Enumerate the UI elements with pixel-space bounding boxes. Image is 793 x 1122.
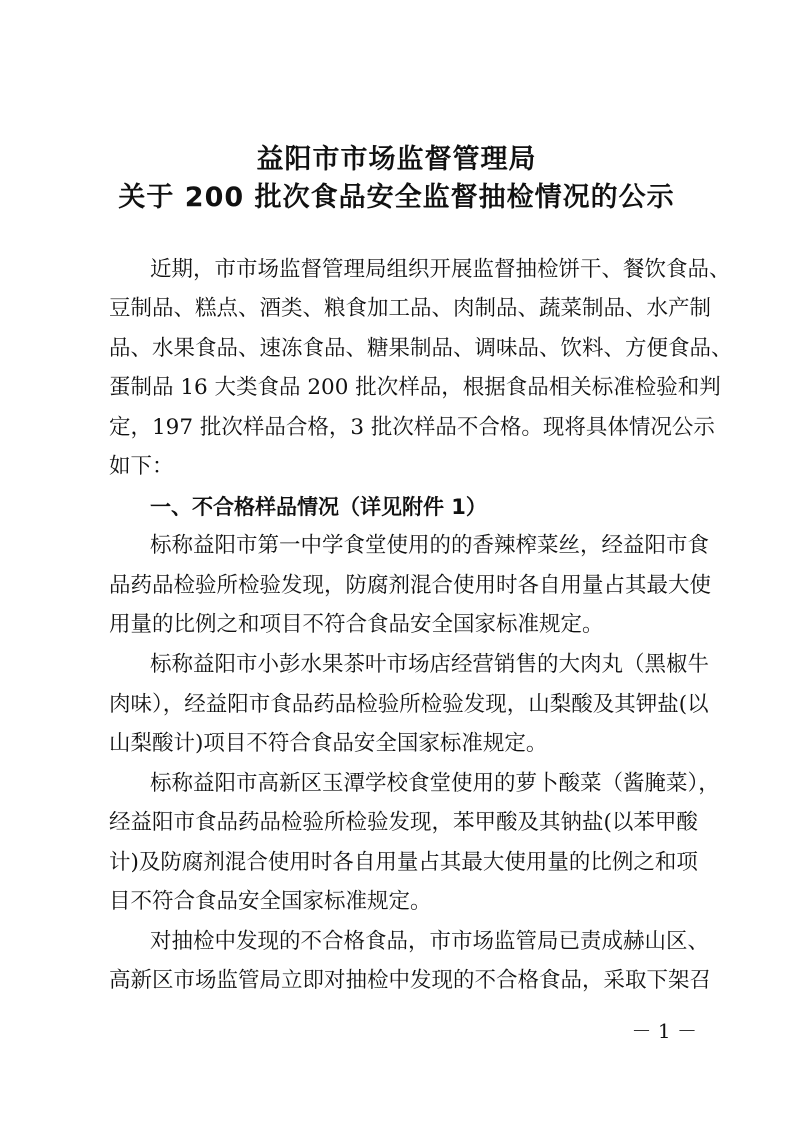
body-line-19: 高新区市场监管局立即对抽检中发现的不合格食品，采取下架召 <box>109 968 712 993</box>
body-line-16: 计)及防腐剂混合使用时各自用量占其最大使用量的比例之和项 <box>109 850 698 875</box>
body-line-8: 标称益阳市第一中学食堂使用的的香辣榨菜丝，经益阳市食 <box>150 533 710 558</box>
body-line-11: 标称益阳市小彭水果茶叶市场店经营销售的大肉丸（黑椒牛 <box>150 652 710 677</box>
body-line-17: 目不符合食品安全国家标准规定。 <box>109 889 432 914</box>
body-line-3: 品、水果食品、速冻食品、糖果制品、调味品、饮料、方便食品、 <box>109 336 733 361</box>
body-line-10: 用量的比例之和项目不符合食品安全国家标准规定。 <box>109 612 604 637</box>
body-line-13: 山梨酸计)项目不符合食品安全国家标准规定。 <box>109 731 548 756</box>
body-line-6: 如下： <box>109 454 174 479</box>
body-line-1: 近期，市市场监督管理局组织开展监督抽检饼干、餐饮食品、 <box>150 257 731 282</box>
document-title-line-2: 关于 200 批次食品安全监督抽检情况的公示 <box>118 182 675 213</box>
section-heading: 一、不合格样品情况（详见附件 1） <box>150 495 487 519</box>
body-line-12: 肉味），经益阳市食品药品检验所检验发现，山梨酸及其钾盐(以 <box>109 692 709 717</box>
document-title-line-1: 益阳市市场监督管理局 <box>256 144 537 175</box>
body-line-4: 蛋制品 16 大类食品 200 批次样品，根据食品相关标准检验和判 <box>109 375 721 400</box>
body-line-15: 经益阳市食品药品检验所检验发现，苯甲酸及其钠盐(以苯甲酸 <box>109 810 698 835</box>
body-line-9: 品药品检验所检验发现，防腐剂混合使用时各自用量占其最大使 <box>109 573 712 598</box>
body-line-18: 对抽检中发现的不合格食品，市市场监管局已责成赫山区、 <box>150 929 710 954</box>
body-line-5: 定，197 批次样品合格，3 批次样品不合格。现将具体情况公示 <box>109 415 715 440</box>
body-line-2: 豆制品、糕点、酒类、粮食加工品、肉制品、蔬菜制品、水产制 <box>109 296 712 321</box>
body-line-14: 标称益阳市高新区玉潭学校食堂使用的萝卜酸菜（酱腌菜）， <box>150 771 720 796</box>
page-number: － 1 － <box>631 1019 697 1043</box>
